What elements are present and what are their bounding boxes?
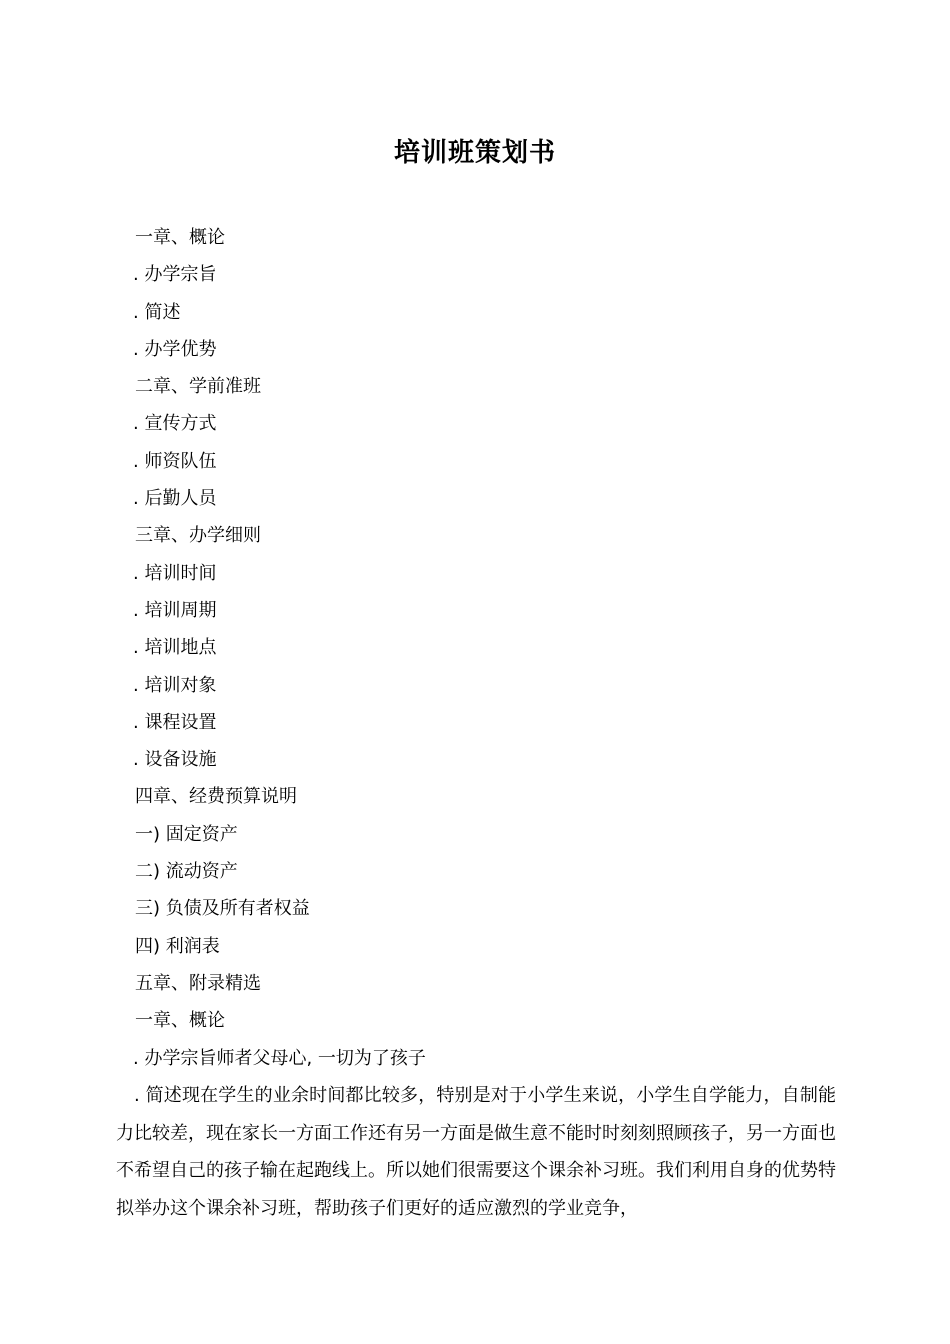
outline-subitem: . 办学宗旨师者父母心, 一切为了孩子 bbox=[133, 1047, 426, 1069]
outline-list bbox=[135, 219, 855, 1077]
outline-subitem: . 培训周期 bbox=[133, 599, 217, 621]
outline-subitem: . 办学宗旨 bbox=[133, 264, 217, 286]
outline-subitem: . 设备设施 bbox=[133, 749, 217, 771]
outline-heading: 四) 利润表 bbox=[135, 935, 220, 957]
outline-heading: 一章、概论 bbox=[135, 1010, 225, 1032]
document-title: 培训班策划书 bbox=[393, 138, 556, 168]
outline-subitem: . 宣传方式 bbox=[133, 413, 217, 435]
outline-heading: 三章、办学细则 bbox=[135, 525, 261, 547]
outline-subitem: . 办学优势 bbox=[133, 338, 217, 360]
outline-subitem: . 课程设置 bbox=[133, 711, 217, 733]
outline-heading: 一章、概论 bbox=[135, 227, 225, 248]
outline-subitem: . 培训地点 bbox=[133, 637, 217, 659]
outline-subitem: . 培训时间 bbox=[133, 562, 217, 584]
outline-subitem: . 后勤人员 bbox=[133, 488, 217, 510]
outline-heading: 三) 负债及所有者权益 bbox=[135, 898, 310, 920]
outline-heading: 四章、经费预算说明 bbox=[135, 786, 297, 808]
outline-subitem: . 简述 bbox=[133, 301, 181, 323]
outline-subitem: . 师资队伍 bbox=[133, 450, 217, 472]
outline-heading: 一) 固定资产 bbox=[135, 823, 238, 845]
outline-subitem: . 培训对象 bbox=[133, 674, 217, 696]
outline-heading: 二章、学前准班 bbox=[135, 376, 261, 398]
body-paragraph: . 简述现在学生的业余时间都比较多，特别是对于小学生来说，小学生自学能力，自制能力比较差，现在家长一方面工作还有另一方面是做生意不能时时刻刻照顾孩子，另一方面也不希望自己的孩子输在起跑线上。所以她们很需要这个课余补习班。我们利用自身的优势特拟举办这个课余补习班，帮助孩子们更好的适应激烈的学业竞争， bbox=[116, 1085, 836, 1219]
outline-heading: 二) 流动资产 bbox=[135, 861, 238, 883]
outline-heading: 五章、附录精选 bbox=[135, 972, 261, 994]
